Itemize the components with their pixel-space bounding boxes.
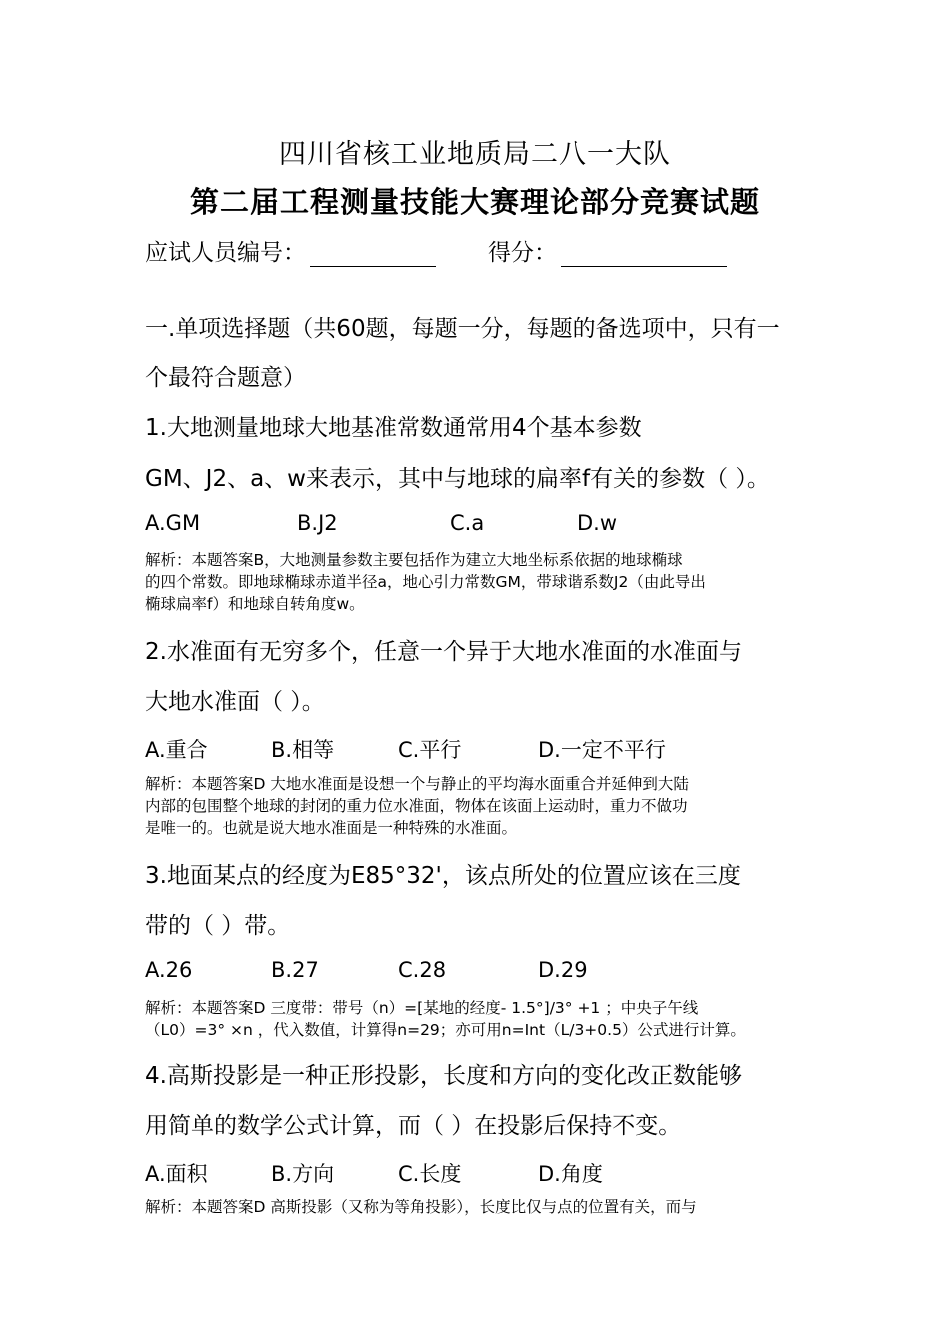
section-heading-line1: 一.单项选择题（共60题，每题一分，每题的备选项中，只有一 xyxy=(145,316,780,342)
question-4-option-b[interactable]: B.方向 xyxy=(271,1162,335,1186)
question-1-option-a[interactable]: A.GM xyxy=(145,511,201,535)
question-3-option-a[interactable]: A.26 xyxy=(145,958,193,982)
question-4-option-c[interactable]: C.长度 xyxy=(398,1162,462,1186)
candidate-info-row xyxy=(145,234,727,267)
organization-title: 四川省核工业地质局二八一大队 xyxy=(279,139,671,170)
section-heading-line2: 个最符合题意） xyxy=(145,365,306,391)
question-2-line1: 2.水准面有无穷多个，任意一个异于大地水准面的水准面与 xyxy=(145,639,742,665)
explanation-line: 解析：本题答案B，大地测量参数主要包括作为建立大地坐标系依据的地球椭球 xyxy=(145,551,683,569)
candidate-id-blank[interactable] xyxy=(310,242,436,267)
question-4-line1: 4.高斯投影是一种正形投影，长度和方向的变化改正数能够 xyxy=(145,1063,742,1089)
question-4-explanation xyxy=(145,1196,815,1218)
question-1-explanation xyxy=(145,549,815,615)
question-2-option-c[interactable]: C.平行 xyxy=(398,738,462,762)
question-2-option-a[interactable]: A.重合 xyxy=(145,738,208,762)
question-3-option-b[interactable]: B.27 xyxy=(271,958,319,982)
question-1-option-c[interactable]: C.a xyxy=(450,511,485,535)
exam-title: 第二届工程测量技能大赛理论部分竞赛试题 xyxy=(189,185,760,219)
question-3-explanation xyxy=(145,997,815,1041)
question-4-option-a[interactable]: A.面积 xyxy=(145,1162,208,1186)
explanation-line: 内部的包围整个地球的封闭的重力位水准面，物体在该面上运动时，重力不做功 xyxy=(145,797,688,815)
question-3-option-c[interactable]: C.28 xyxy=(398,958,447,982)
explanation-line: （L0）=3° ×n ，代入数值，计算得n=29；亦可用n=Int（L/3+0.5）公式进行计算。 xyxy=(145,1021,746,1039)
question-1-line2: GM、J2、a、w来表示，其中与地球的扁率f有关的参数（ ）。 xyxy=(145,466,770,492)
question-3-line1: 3.地面某点的经度为E85°32'，该点所处的位置应该在三度 xyxy=(145,863,741,889)
question-2-option-b[interactable]: B.相等 xyxy=(271,738,335,762)
explanation-line: 解析：本题答案D 三度带：带号（n）=[某地的经度- 1.5°]/3° +1 ；中央子午线 xyxy=(145,999,699,1017)
question-2-line2: 大地水准面（ ）。 xyxy=(145,689,325,715)
question-2-explanation xyxy=(145,773,815,839)
question-2-option-d[interactable]: D.一定不平行 xyxy=(538,738,666,762)
question-3-option-d[interactable]: D.29 xyxy=(538,958,588,982)
question-1-option-d[interactable]: D.w xyxy=(577,511,618,535)
explanation-line: 的四个常数。即地球椭球赤道半径a，地心引力常数GM，带球谐系数J2（由此导出 xyxy=(145,573,706,591)
question-1-option-b[interactable]: B.J2 xyxy=(297,511,338,535)
score-label: 得分： xyxy=(488,240,557,266)
question-4-line2: 用简单的数学公式计算，而（ ）在投影后保持不变。 xyxy=(145,1113,682,1139)
explanation-line: 解析：本题答案D 大地水准面是设想一个与静止的平均海水面重合并延伸到大陆 xyxy=(145,775,689,793)
question-3-line2: 带的（ ）带。 xyxy=(145,913,291,939)
explanation-line: 是唯一的。也就是说大地水准面是一种特殊的水准面。 xyxy=(145,819,518,837)
question-1-line1: 1.大地测量地球大地基准常数通常用4个基本参数 xyxy=(145,415,642,441)
candidate-id-label: 应试人员编号： xyxy=(145,240,306,266)
score-blank[interactable] xyxy=(561,242,727,267)
explanation-line: 解析：本题答案D 高斯投影（又称为等角投影），长度比仅与点的位置有关，而与 xyxy=(145,1198,697,1216)
explanation-line: 椭球扁率f）和地球自转角度w。 xyxy=(145,595,365,613)
question-4-option-d[interactable]: D.角度 xyxy=(538,1162,603,1186)
